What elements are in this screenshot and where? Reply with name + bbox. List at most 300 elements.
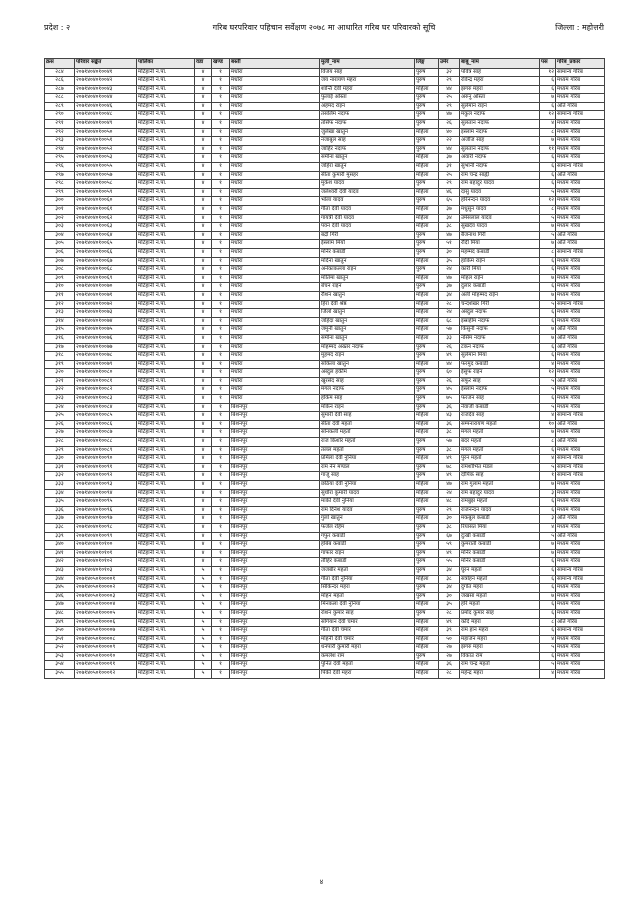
cell-poverty-type: मध्यम गरिब	[556, 635, 605, 644]
cell-block: १	[212, 601, 230, 610]
cell-poverty-type: मध्यम गरिब	[556, 223, 605, 232]
cell-settlement: बिशनपुर	[230, 532, 320, 541]
cell-gender: पुरुष	[415, 111, 439, 120]
cell-block: १	[212, 661, 230, 670]
cell-members: ६	[540, 627, 556, 636]
cell-poverty-type: सामान्य गरिब	[556, 575, 605, 584]
cell-poverty-type: मध्यम गरिब	[556, 257, 605, 266]
cell-members: ८	[540, 438, 556, 447]
cell-head-name: छठिया देवी नुनिया	[320, 481, 415, 490]
table-row	[45, 291, 605, 300]
cell-block: १	[212, 240, 230, 249]
cell-settlement: मधोरा	[230, 257, 320, 266]
cell-settlement: मधोरा	[230, 120, 320, 129]
cell-members: ७	[540, 334, 556, 343]
cell-serial: २९१	[45, 120, 75, 129]
table-row	[45, 206, 605, 215]
cell-serial: ३२६	[45, 420, 75, 429]
cell-head-name: मकिन राइन	[320, 403, 415, 412]
table-row	[45, 429, 605, 438]
cell-serial: ३२०	[45, 369, 75, 378]
cell-serial: २९५	[45, 154, 75, 163]
cell-serial: ३१७	[45, 343, 75, 352]
cell-father-name: रामबुझ महतो	[460, 498, 540, 507]
cell-settlement: मधोरा	[230, 386, 320, 395]
table-row	[45, 369, 605, 378]
cell-poverty-type: अति गरिब	[556, 618, 605, 627]
cell-municipality: मटिहानी न.पा.	[137, 197, 195, 206]
cell-gender: पुरुष	[415, 541, 439, 550]
cell-gender: पुरुष	[415, 549, 439, 558]
cell-head-name: सुधीरा कुमारी यादव	[320, 489, 415, 498]
cell-serial: ३५४	[45, 661, 75, 670]
table-row	[45, 472, 605, 481]
cell-municipality: मटिहानी न.पा.	[137, 120, 195, 129]
cell-gender: पुरुष	[415, 403, 439, 412]
table-row	[45, 360, 605, 369]
cell-household-code: २०७१४०४०१०१०१	[75, 549, 137, 558]
cell-serial: ३५५	[45, 670, 75, 679]
cell-gender: पुरुष	[415, 463, 439, 472]
cell-gender: महिला	[415, 515, 439, 524]
cell-settlement: बिशनपुर	[230, 644, 320, 653]
cell-municipality: मटिहानी न.पा.	[137, 635, 195, 644]
cell-municipality: मटिहानी न.पा.	[137, 506, 195, 515]
cell-gender: महिला	[415, 206, 439, 215]
cell-serial: ३३७	[45, 515, 75, 524]
cell-members: ६	[540, 352, 556, 361]
cell-municipality: मटिहानी न.पा.	[137, 137, 195, 146]
cell-household-code: २०७१४०४०१००६८	[75, 266, 137, 275]
cell-members: ७	[540, 541, 556, 550]
cell-municipality: मटिहानी न.पा.	[137, 644, 195, 653]
cell-block: १	[212, 481, 230, 490]
cell-father-name: किसुनी नदाफ	[460, 326, 540, 335]
cell-poverty-type: सामान्य गरिब	[556, 455, 605, 464]
cell-settlement: बिशनपुर	[230, 670, 320, 679]
cell-household-code: २०७१४०४०१००४२	[75, 77, 137, 86]
cell-members: ७	[540, 549, 556, 558]
cell-municipality: मटिहानी न.पा.	[137, 515, 195, 524]
cell-municipality: मटिहानी न.पा.	[137, 77, 195, 86]
table-header-row	[45, 59, 605, 69]
cell-municipality: मटिहानी न.पा.	[137, 206, 195, 215]
cell-block: १	[212, 283, 230, 292]
column-header-ward: वडा	[195, 59, 212, 69]
cell-block: १	[212, 197, 230, 206]
cell-settlement: बिशनपुर	[230, 455, 320, 464]
cell-block: १	[212, 644, 230, 653]
cell-poverty-type: मध्यम गरिब	[556, 154, 605, 163]
cell-poverty-type: मध्यम गरिब	[556, 214, 605, 223]
cell-age: २७	[439, 644, 460, 653]
cell-municipality: मटिहानी न.पा.	[137, 266, 195, 275]
cell-ward: ४	[195, 481, 212, 490]
table-row	[45, 334, 605, 343]
table-row	[45, 455, 605, 464]
cell-serial: ३०२	[45, 214, 75, 223]
cell-household-code: २०७१४०४०१००८६	[75, 420, 137, 429]
cell-settlement: मधोरा	[230, 334, 320, 343]
cell-age: ५९	[439, 541, 460, 550]
table-row	[45, 317, 605, 326]
cell-father-name: राजनन्दन यादव	[460, 506, 540, 515]
cell-household-code: २०७१४०४०१००७३	[75, 309, 137, 318]
cell-age: ४३	[439, 412, 460, 421]
table-row	[45, 558, 605, 567]
cell-age: ७५	[439, 395, 460, 404]
cell-block: १	[212, 300, 230, 309]
cell-age: २४	[439, 489, 460, 498]
cell-head-name: समीना खातुन	[320, 334, 415, 343]
cell-ward: ४	[195, 395, 212, 404]
cell-age: २४	[439, 266, 460, 275]
cell-ward: ४	[195, 558, 212, 567]
cell-municipality: मटिहानी न.पा.	[137, 283, 195, 292]
cell-members: ४	[540, 360, 556, 369]
cell-block: १	[212, 274, 230, 283]
cell-serial: ३०६	[45, 248, 75, 257]
cell-household-code: २०७१४०४०१००४४	[75, 94, 137, 103]
cell-block: १	[212, 420, 230, 429]
cell-head-name: जलेश्वरी देवी यादव	[320, 188, 415, 197]
cell-municipality: मटिहानी न.पा.	[137, 352, 195, 361]
cell-block: १	[212, 498, 230, 507]
cell-members: ११	[540, 145, 556, 154]
column-header-household-code: परिवार सङ्केत	[75, 59, 137, 69]
cell-ward: ४	[195, 68, 212, 77]
cell-gender: महिला	[415, 635, 439, 644]
table-row	[45, 300, 605, 309]
table-row	[45, 395, 605, 404]
cell-poverty-type: मध्यम गरिब	[556, 558, 605, 567]
cell-household-code: २०७१४०४०१००६३	[75, 223, 137, 232]
cell-serial: २९०	[45, 111, 75, 120]
cell-poverty-type: सामान्य गरिब	[556, 300, 605, 309]
cell-household-code: २०७१४०४०१००७७	[75, 343, 137, 352]
cell-block: १	[212, 670, 230, 679]
cell-father-name: राम हान महरा	[460, 627, 540, 636]
cell-serial: ३२९	[45, 446, 75, 455]
cell-members: ४	[540, 455, 556, 464]
cell-father-name: राम गुलाम महतो	[460, 481, 540, 490]
table-row	[45, 481, 605, 490]
cell-gender: महिला	[415, 661, 439, 670]
cell-municipality: मटिहानी न.पा.	[137, 575, 195, 584]
cell-age: ३९	[439, 627, 460, 636]
cell-ward: ४	[195, 180, 212, 189]
cell-gender: महिला	[415, 489, 439, 498]
cell-poverty-type: मध्यम गरिब	[556, 120, 605, 129]
cell-municipality: मटिहानी न.पा.	[137, 549, 195, 558]
cell-gender: महिला	[415, 85, 439, 94]
cell-settlement: बिशनपुर	[230, 592, 320, 601]
cell-gender: महिला	[415, 223, 439, 232]
cell-father-name: महाजन महरा	[460, 635, 540, 644]
cell-age: २२	[439, 137, 460, 146]
cell-age: ३५	[439, 257, 460, 266]
cell-municipality: मटिहानी न.पा.	[137, 291, 195, 300]
table-row	[45, 386, 605, 395]
cell-head-name: गीता देवी यादव	[320, 206, 415, 215]
cell-ward: ४	[195, 463, 212, 472]
cell-ward: ४	[195, 188, 212, 197]
cell-settlement: मधोरा	[230, 206, 320, 215]
cell-household-code: २०७१४०५०१००००७	[75, 627, 137, 636]
cell-head-name: राज किशोर महतो	[320, 438, 415, 447]
table-row	[45, 601, 605, 610]
cell-members: ७	[540, 326, 556, 335]
cell-gender: महिला	[415, 154, 439, 163]
cell-ward: ४	[195, 291, 212, 300]
cell-settlement: बिशनपुर	[230, 403, 320, 412]
cell-father-name: राजदेव साह	[460, 412, 540, 421]
cell-poverty-type: मध्यम गरिब	[556, 403, 605, 412]
cell-age: ५०	[439, 635, 460, 644]
cell-ward: ४	[195, 214, 212, 223]
cell-block: १	[212, 120, 230, 129]
cell-household-code: २०७१४०४०१००४९	[75, 120, 137, 129]
cell-gender: पुरुष	[415, 584, 439, 593]
cell-members: ६	[540, 77, 556, 86]
cell-poverty-type: मध्यम गरिब	[556, 489, 605, 498]
table-row	[45, 635, 605, 644]
cell-father-name: रौदी मिया	[460, 240, 540, 249]
cell-members: ५	[540, 300, 556, 309]
cell-father-name: मंगल महतो	[460, 446, 540, 455]
cell-serial: ३०८	[45, 266, 75, 275]
cell-municipality: मटिहानी न.पा.	[137, 94, 195, 103]
cell-age: २८	[439, 300, 460, 309]
cell-father-name: दोपिक साह	[460, 472, 540, 481]
cell-municipality: मटिहानी न.पा.	[137, 128, 195, 137]
cell-members: ८	[540, 206, 556, 215]
cell-household-code: २०७१४०४०१००६१	[75, 206, 137, 215]
cell-gender: पुरुष	[415, 438, 439, 447]
cell-age: ४७	[439, 481, 460, 490]
table-row	[45, 111, 605, 120]
cell-household-code: २०७१४०४०१००८२	[75, 386, 137, 395]
cell-ward: ४	[195, 506, 212, 515]
cell-poverty-type: मध्यम गरिब	[556, 446, 605, 455]
cell-gender: पुरुष	[415, 386, 439, 395]
cell-father-name: इस्लाम नदाफ	[460, 128, 540, 137]
cell-settlement: बिशनपुर	[230, 429, 320, 438]
cell-gender: पुरुष	[415, 395, 439, 404]
cell-age: २८	[439, 670, 460, 679]
cell-block: १	[212, 154, 230, 163]
cell-ward: ४	[195, 438, 212, 447]
cell-father-name: महेन्द्र महरा	[460, 670, 540, 679]
page-number: ४	[319, 878, 324, 886]
cell-father-name: मोहल राईन	[460, 274, 540, 283]
cell-settlement: बिशनपुर	[230, 627, 320, 636]
cell-settlement: मधोरा	[230, 102, 320, 111]
cell-ward: ५	[195, 627, 212, 636]
cell-serial: ३१४	[45, 317, 75, 326]
cell-head-name: हिरा देवी श्रेष्ठ	[320, 300, 415, 309]
cell-gender: महिला	[415, 214, 439, 223]
cell-serial: ३१६	[45, 334, 75, 343]
cell-head-name: फुलाई ओस्ता	[320, 94, 415, 103]
cell-head-name: मंगल नदाफ	[320, 386, 415, 395]
cell-father-name: हरि महतो	[460, 601, 540, 610]
cell-serial: ३४८	[45, 609, 75, 618]
cell-age: ३२	[439, 68, 460, 77]
cell-poverty-type: मध्यम गरिब	[556, 670, 605, 679]
cell-settlement: बिशनपुर	[230, 463, 320, 472]
cell-members: ४	[540, 120, 556, 129]
cell-municipality: मटिहानी न.पा.	[137, 558, 195, 567]
cell-father-name: मकुल नदाफ	[460, 111, 540, 120]
cell-ward: ५	[195, 661, 212, 670]
cell-ward: ४	[195, 498, 212, 507]
cell-head-name: सीता देवी महतो	[320, 420, 415, 429]
cell-age: ५१	[439, 240, 460, 249]
cell-age: ३५	[439, 601, 460, 610]
cell-members: ६	[540, 85, 556, 94]
cell-settlement: बिशनपुर	[230, 481, 320, 490]
cell-block: १	[212, 455, 230, 464]
cell-head-name: गाजु साह	[320, 472, 415, 481]
cell-age: ३७	[439, 154, 460, 163]
cell-block: १	[212, 326, 230, 335]
cell-poverty-type: अति गरिब	[556, 420, 605, 429]
cell-settlement: मधोरा	[230, 111, 320, 120]
cell-settlement: मधोरा	[230, 274, 320, 283]
cell-household-code: २०७१४०५०१०००११	[75, 661, 137, 670]
cell-head-name: जुलेखा खातुन	[320, 128, 415, 137]
cell-serial: २९४	[45, 145, 75, 154]
table-row	[45, 549, 605, 558]
cell-members: ६	[540, 266, 556, 275]
cell-poverty-type: मध्यम गरिब	[556, 661, 605, 670]
cell-block: १	[212, 214, 230, 223]
cell-father-name: दुःखी कबाडी	[460, 532, 540, 541]
cell-serial: ३२७	[45, 429, 75, 438]
cell-ward: ४	[195, 420, 212, 429]
cell-father-name: मंगल महतो	[460, 429, 540, 438]
cell-ward: ५	[195, 652, 212, 661]
cell-household-code: २०७१४०५०१००००३	[75, 592, 137, 601]
cell-members: ७	[540, 274, 556, 283]
cell-settlement: मधोरा	[230, 352, 320, 361]
cell-father-name: प्रमोद कुमार साह	[460, 609, 540, 618]
cell-age: ४४	[439, 145, 460, 154]
cell-settlement: मधोरा	[230, 343, 320, 352]
cell-municipality: मटिहानी न.पा.	[137, 403, 195, 412]
cell-members: ५	[540, 463, 556, 472]
cell-ward: ४	[195, 343, 212, 352]
cell-age: ३०	[439, 592, 460, 601]
cell-father-name: कुमराती कबाडी	[460, 541, 540, 550]
cell-municipality: मटिहानी न.पा.	[137, 429, 195, 438]
cell-settlement: मधोरा	[230, 240, 320, 249]
table-row	[45, 197, 605, 206]
cell-members: ६	[540, 395, 556, 404]
cell-municipality: मटिहानी न.पा.	[137, 532, 195, 541]
cell-block: १	[212, 77, 230, 86]
cell-block: १	[212, 102, 230, 111]
table-row	[45, 506, 605, 515]
cell-gender: महिला	[415, 334, 439, 343]
cell-ward: ४	[195, 309, 212, 318]
table-row	[45, 102, 605, 111]
cell-members: ६	[540, 446, 556, 455]
cell-household-code: २०७१४०४०१००८१	[75, 377, 137, 386]
cell-gender: पुरुष	[415, 77, 439, 86]
cell-gender: महिला	[415, 670, 439, 679]
cell-gender: पुरुष	[415, 68, 439, 77]
cell-household-code: २०७१४०५०१००००१	[75, 575, 137, 584]
cell-serial: ३४१	[45, 549, 75, 558]
cell-father-name: अजीज साह	[460, 137, 540, 146]
cell-age: ३१	[439, 163, 460, 172]
cell-head-name: भोला यादव	[320, 197, 415, 206]
cell-gender: महिला	[415, 171, 439, 180]
cell-settlement: बिशनपुर	[230, 506, 320, 515]
table-row	[45, 627, 605, 636]
cell-municipality: मटिहानी न.पा.	[137, 420, 195, 429]
cell-household-code: २०७१४०४०१००८४	[75, 403, 137, 412]
cell-household-code: २०७१४०४०१००९५	[75, 498, 137, 507]
cell-age: ३४	[439, 566, 460, 575]
cell-father-name: मनिर कबाडी	[460, 549, 540, 558]
cell-household-code: २०७१४०४०१००९०	[75, 455, 137, 464]
cell-poverty-type: मध्यम गरिब	[556, 541, 605, 550]
cell-age: २९	[439, 102, 460, 111]
cell-members: ६	[540, 154, 556, 163]
cell-serial: २९७	[45, 171, 75, 180]
cell-household-code: २०७१४०४०१००५२	[75, 145, 137, 154]
cell-ward: ४	[195, 386, 212, 395]
cell-settlement: मधोरा	[230, 223, 320, 232]
cell-poverty-type: मध्यम गरिब	[556, 386, 605, 395]
cell-household-code: २०७१४०४०१००६७	[75, 257, 137, 266]
cell-serial: ३११	[45, 291, 75, 300]
cell-settlement: बिशनपुर	[230, 438, 320, 447]
cell-father-name: राम बहादुर यादव	[460, 180, 540, 189]
cell-members: १०	[540, 420, 556, 429]
cell-head-name: शान्ति देवी महरा	[320, 85, 415, 94]
cell-block: १	[212, 266, 230, 275]
cell-father-name: पवित्र साह	[460, 68, 540, 77]
cell-municipality: मटिहानी न.पा.	[137, 240, 195, 249]
cell-settlement: मधोरा	[230, 128, 320, 137]
cell-members: ६	[540, 343, 556, 352]
cell-settlement: बिशनपुर	[230, 601, 320, 610]
cell-head-name: प्रमिला देवी नुनिया	[320, 455, 415, 464]
cell-household-code: २०७१४०४०१००९३	[75, 481, 137, 490]
cell-head-name: नजाबुल साह	[320, 137, 415, 146]
cell-head-name: हबिब कबाडी	[320, 541, 415, 550]
cell-poverty-type: मध्यम गरिब	[556, 352, 605, 361]
cell-serial: ३२२	[45, 386, 75, 395]
cell-father-name: काँदे महरा	[460, 618, 540, 627]
cell-age: ३८	[439, 446, 460, 455]
cell-serial: ३२८	[45, 438, 75, 447]
cell-gender: पुरुष	[415, 266, 439, 275]
cell-settlement: बिशनपुर	[230, 584, 320, 593]
cell-serial: ३५०	[45, 627, 75, 636]
cell-block: १	[212, 463, 230, 472]
cell-poverty-type: मध्यम गरिब	[556, 283, 605, 292]
cell-head-name: पवन देवी यादव	[320, 223, 415, 232]
cell-ward: ५	[195, 575, 212, 584]
cell-gender: पुरुष	[415, 197, 439, 206]
cell-age: ३८	[439, 523, 460, 532]
cell-municipality: मटिहानी न.पा.	[137, 223, 195, 232]
